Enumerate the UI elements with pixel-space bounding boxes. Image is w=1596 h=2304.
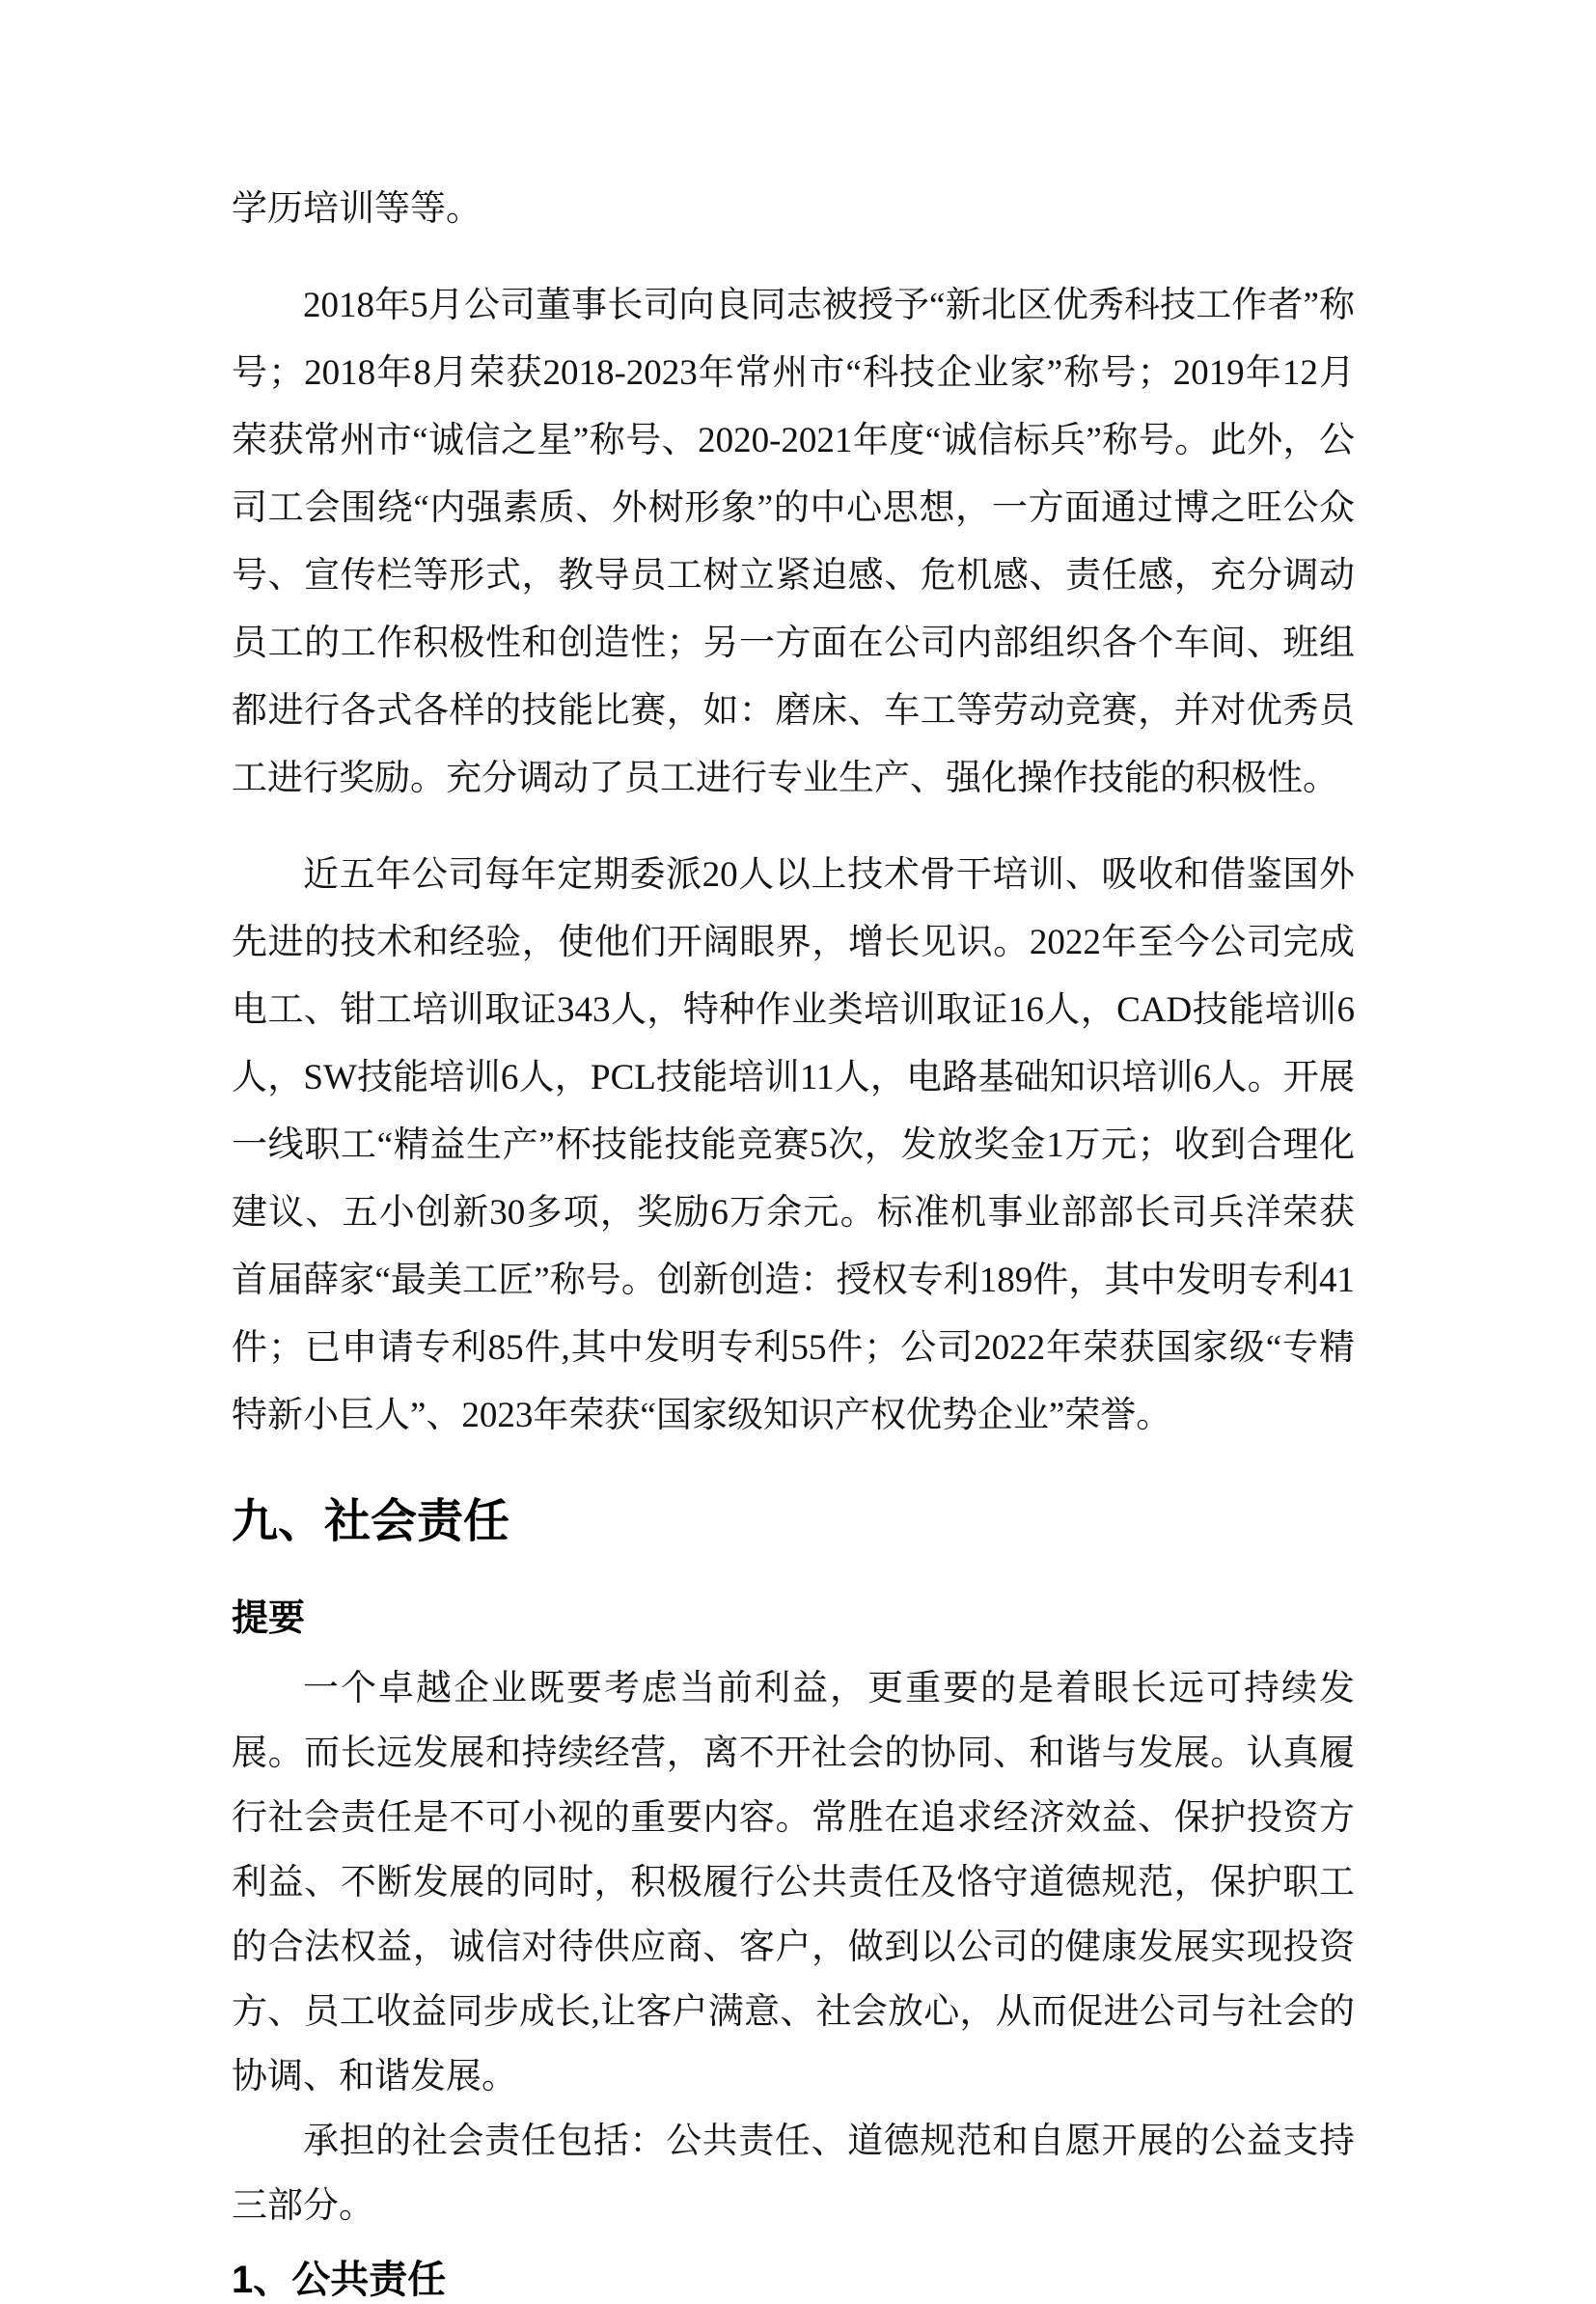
paragraph-summary-body: 一个卓越企业既要考虑当前利益，更重要的是着眼长远可持续发展。而长远发展和持续经营，离不开社会的协同、和谐与发展。认真履行社会责任是不可小视的重要内容。常胜在追求经济效益、保护投资方利益、不断发展的同时，积极履行公共责任及恪守道德规范，保护职工的合法权益，诚信对待供应商、客户，做到以公司的健康发展实现投资方、员工收益同步成长,让客户满意、社会放心，从而促进公司与社会的协调、和谐发展。: [232, 1669, 1355, 2096]
paragraph-responsibility-parts: 承担的社会责任包括：公共责任、道德规范和自愿开展的公益支持三部分。: [232, 2122, 1355, 2226]
section-heading-social-responsibility: 九、社会责任: [232, 1496, 510, 1547]
paragraph-honors: 2018年5月公司董事长司向良同志被授予“新北区优秀科技工作者”称号；2018年8月荣获2018-2023年常州市“科技企业家”称号；2019年12月荣获常州市“诚信之星”称号、2020-2021年度“诚信标兵”称号。此外，公司工会围绕“内强素质、外树形象”的中心思想，一方面通过博之旺公众号、宣传栏等形式，教导员工树立紧迫感、危机感、责任感，充分调动员工的工作积极性和创造性；另一方面在公司内部组织各个车间、班组都进行各式各样的技能比赛，如：磨床、车工等劳动竞赛，并对优秀员工进行奖励。充分调动了员工进行专业生产、强化操作技能的积极性。: [232, 286, 1355, 798]
summary-label: 提要: [232, 1598, 306, 1639]
paragraph-continuation: 学历培训等等。: [232, 189, 482, 229]
subsection-heading-public-responsibility: 1、公共责任: [232, 2259, 447, 2301]
paragraph-training: 近五年公司每年定期委派20人以上技术骨干培训、吸收和借鉴国外先进的技术和经验，使他们开阔眼界，增长见识。2022年至今公司完成电工、钳工培训取证343人，特种作业类培训取证16人，CAD技能培训6人，SW技能培训6人，PCL技能培训11人，电路基础知识培训6人。开展一线职工“精益生产”杯技能技能竞赛5次，发放奖金1万元；收到合理化建议、五小创新30多项，奖励6万余元。标准机事业部部长司兵洋荣获首届薛家“最美工匠”称号。创新创造：授权专利189件，其中发明专利41件；已申请专利85件,其中发明专利55件；公司2022年荣获国家级“专精特新小巨人”、2023年荣获“国家级知识产权优势企业”荣誉。: [232, 855, 1355, 1435]
